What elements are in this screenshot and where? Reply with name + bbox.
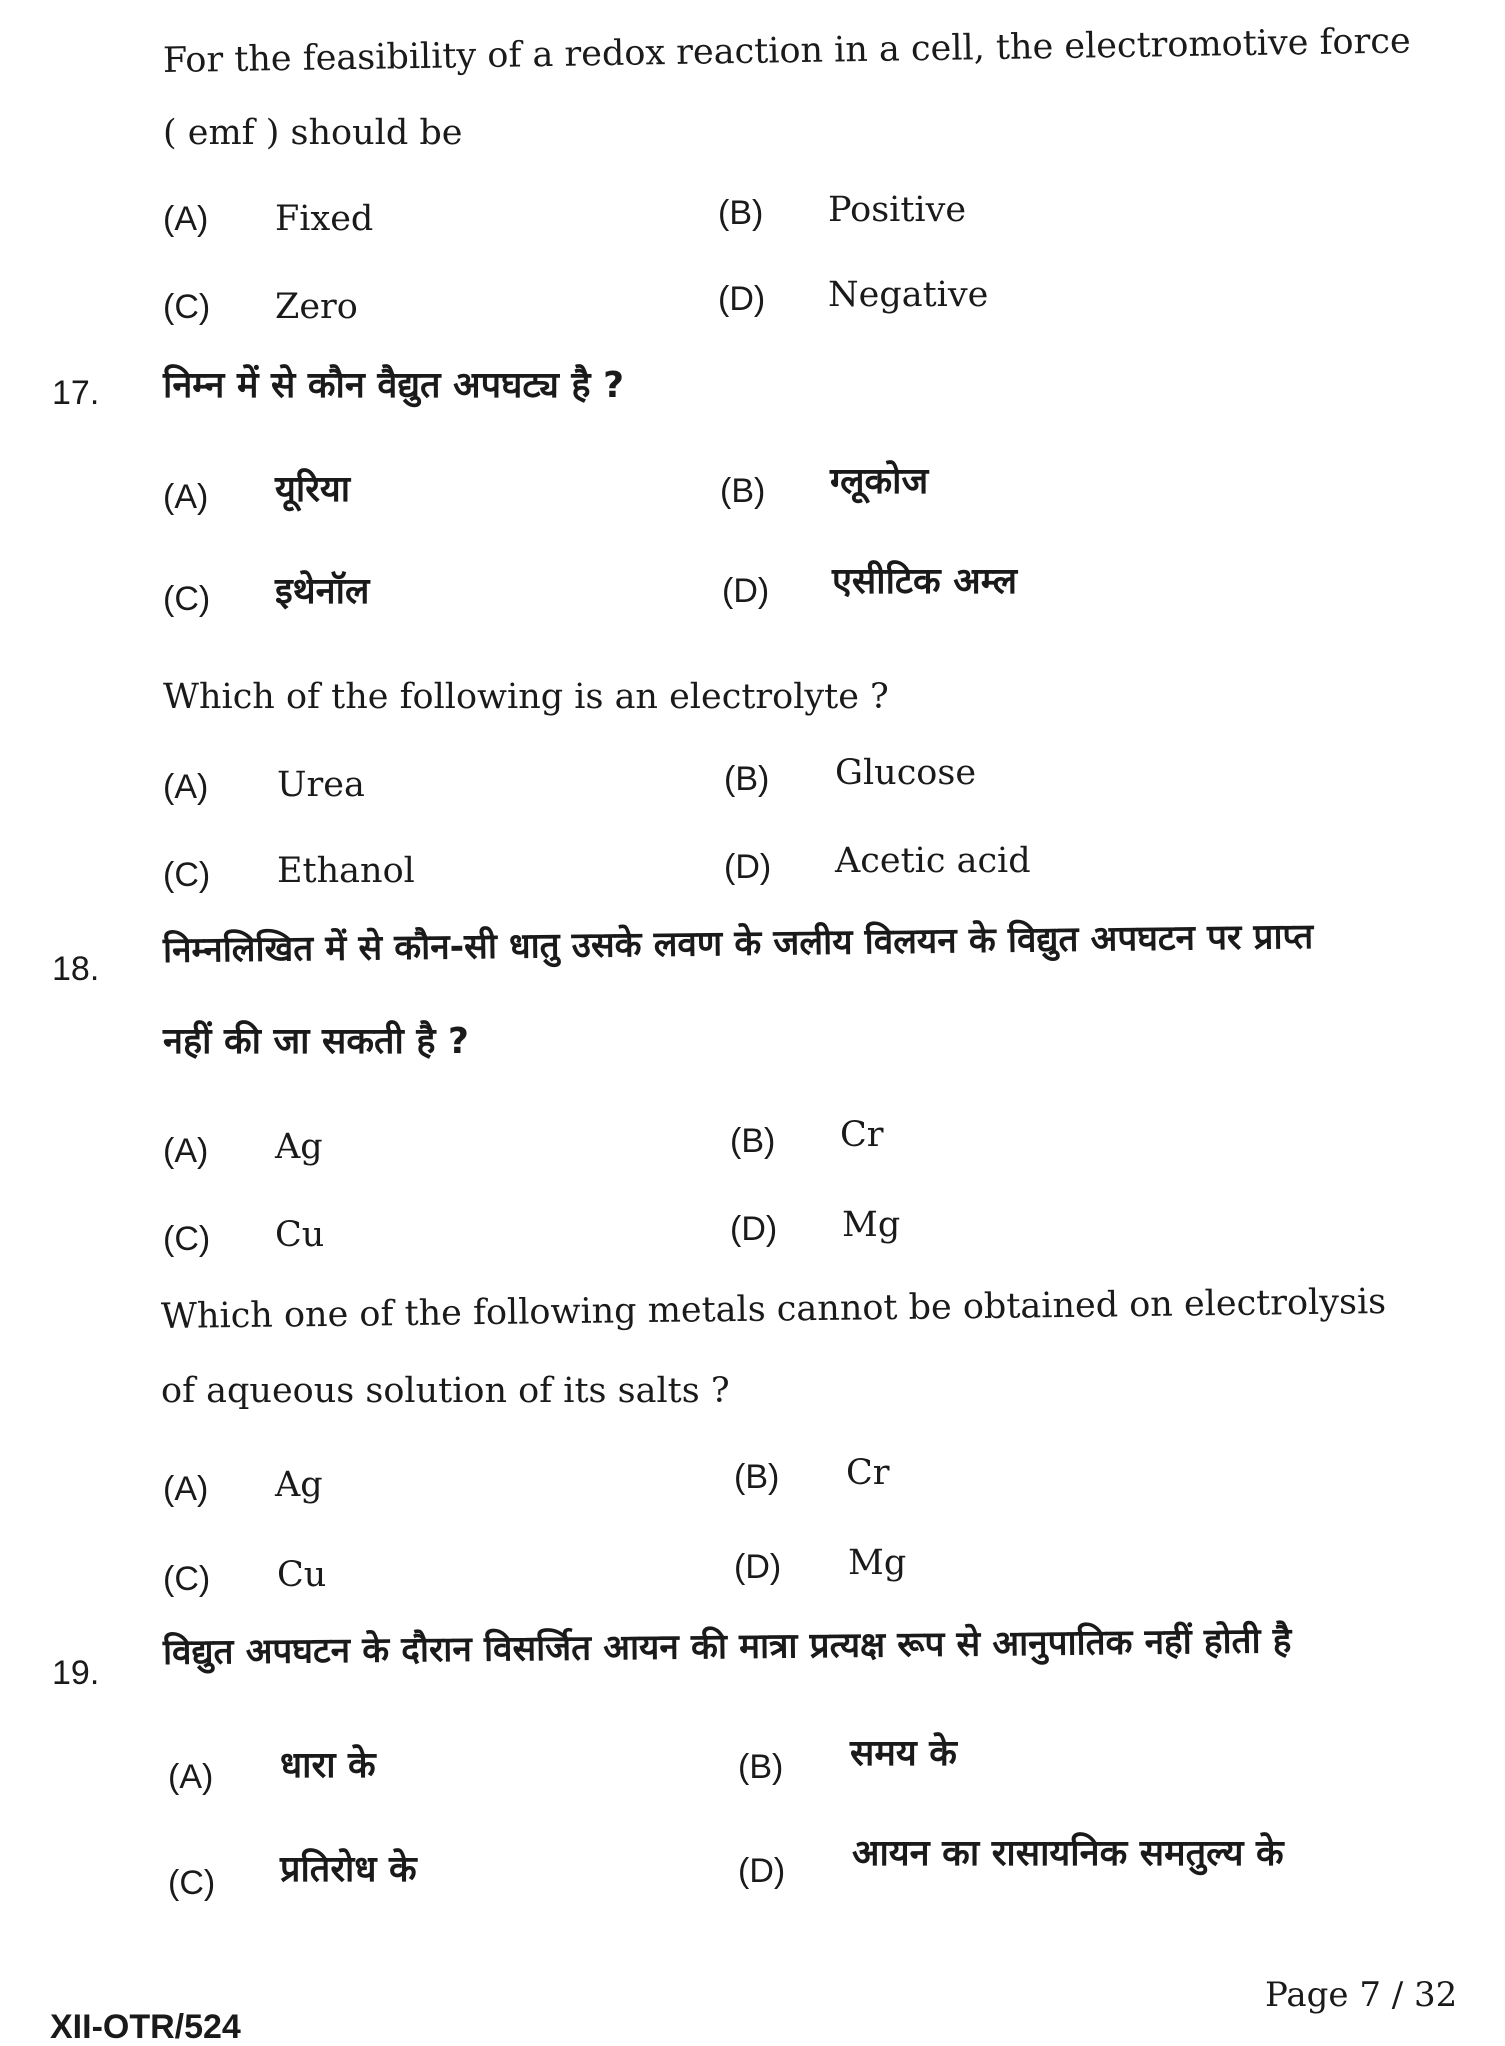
- q16-option-c-text: Zero: [275, 287, 358, 327]
- q17-en-option-d-text: Acetic acid: [835, 841, 1031, 881]
- q18-hindi-line2: नहीं की जा सकती है ?: [163, 1021, 469, 1062]
- q17-en-option-c-label: (C): [163, 856, 211, 894]
- q16-option-a-text: Fixed: [275, 199, 374, 239]
- q17-en-option-b-text: Glucose: [835, 753, 977, 793]
- q16-option-c-label: (C): [163, 288, 211, 326]
- q17-en-option-a-text: Urea: [277, 765, 365, 805]
- q18-en-option-d-text: Mg: [848, 1543, 907, 1583]
- q18-number: 18.: [52, 950, 100, 988]
- q18-hi-option-b-text: Cr: [840, 1115, 884, 1155]
- q19-option-c-label: (C): [168, 1864, 216, 1902]
- q19-option-d-text: आयन का रासायनिक समतुल्य के: [852, 1833, 1284, 1874]
- q19-option-a-text: धारा के: [280, 1745, 376, 1786]
- q17-hi-option-d-label: (D): [722, 572, 770, 610]
- q19-number: 19.: [52, 1654, 100, 1692]
- q18-hi-option-a-text: Ag: [275, 1127, 323, 1167]
- q17-english-line1: Which of the following is an electrolyte ?: [163, 677, 889, 717]
- page-number: Page 7 / 32: [1265, 1975, 1458, 2015]
- q16-option-b-label: (B): [718, 194, 764, 232]
- q19-option-b-text: समय के: [850, 1733, 957, 1774]
- q16-english-line2: ( emf ) should be: [163, 113, 463, 153]
- q17-number: 17.: [52, 374, 100, 412]
- q17-hindi-line1: निम्न में से कौन वैद्युत अपघट्य है ?: [163, 365, 624, 406]
- q18-en-option-c-text: Cu: [277, 1555, 327, 1595]
- q19-option-a-label: (A): [168, 1758, 214, 1796]
- q18-en-option-c-label: (C): [163, 1560, 211, 1598]
- q18-hi-option-d-text: Mg: [842, 1205, 901, 1245]
- q17-hi-option-c-label: (C): [163, 580, 211, 618]
- q18-en-option-b-text: Cr: [846, 1453, 890, 1493]
- q16-option-d-text: Negative: [828, 275, 989, 315]
- q17-en-option-d-label: (D): [724, 848, 772, 886]
- q18-hi-option-c-text: Cu: [275, 1215, 325, 1255]
- q18-english-line2: of aqueous solution of its salts ?: [161, 1371, 730, 1411]
- q19-hindi-line1: विद्युत अपघटन के दौरान विसर्जित आयन की मात्रा प्रत्यक्ष रूप से आनुपातिक नहीं होती है: [162, 1621, 1292, 1673]
- q17-hi-option-a-text: यूरिया: [275, 469, 351, 510]
- q18-hi-option-a-label: (A): [163, 1132, 209, 1170]
- q17-en-option-a-label: (A): [163, 768, 209, 806]
- q18-hi-option-b-label: (B): [730, 1122, 776, 1160]
- q17-hi-option-a-label: (A): [163, 478, 209, 516]
- q19-option-b-label: (B): [738, 1748, 784, 1786]
- q16-english-line1: For the feasibility of a redox reaction in a cell, the electromotive force: [162, 21, 1411, 81]
- q16-option-a-label: (A): [163, 200, 209, 238]
- q18-hi-option-c-label: (C): [163, 1220, 211, 1258]
- q17-en-option-b-label: (B): [724, 760, 770, 798]
- q19-option-c-text: प्रतिरोध के: [280, 1849, 417, 1890]
- q16-option-d-label: (D): [718, 280, 766, 318]
- q18-en-option-a-text: Ag: [275, 1465, 323, 1505]
- q18-en-option-a-label: (A): [163, 1470, 209, 1508]
- paper-code: XII-OTR/524: [50, 2008, 241, 2046]
- q16-option-b-text: Positive: [828, 190, 967, 230]
- q18-en-option-d-label: (D): [734, 1548, 782, 1586]
- q17-hi-option-b-label: (B): [720, 472, 766, 510]
- q17-hi-option-b-text: ग्लूकोज: [830, 461, 929, 502]
- q18-hi-option-d-label: (D): [730, 1210, 778, 1248]
- q18-english-line1: Which one of the following metals cannot be obtained on electrolysis: [160, 1282, 1387, 1337]
- q18-hindi-line1: निम्नलिखित में से कौन-सी धातु उसके लवण के जलीय विलयन के विद्युत अपघटन पर प्राप्त: [162, 916, 1314, 971]
- q19-option-d-label: (D): [738, 1852, 786, 1890]
- q17-en-option-c-text: Ethanol: [277, 851, 415, 891]
- q17-hi-option-c-text: इथेनॉल: [275, 571, 370, 612]
- q18-en-option-b-label: (B): [734, 1458, 780, 1496]
- q17-hi-option-d-text: एसीटिक अम्ल: [832, 561, 1018, 602]
